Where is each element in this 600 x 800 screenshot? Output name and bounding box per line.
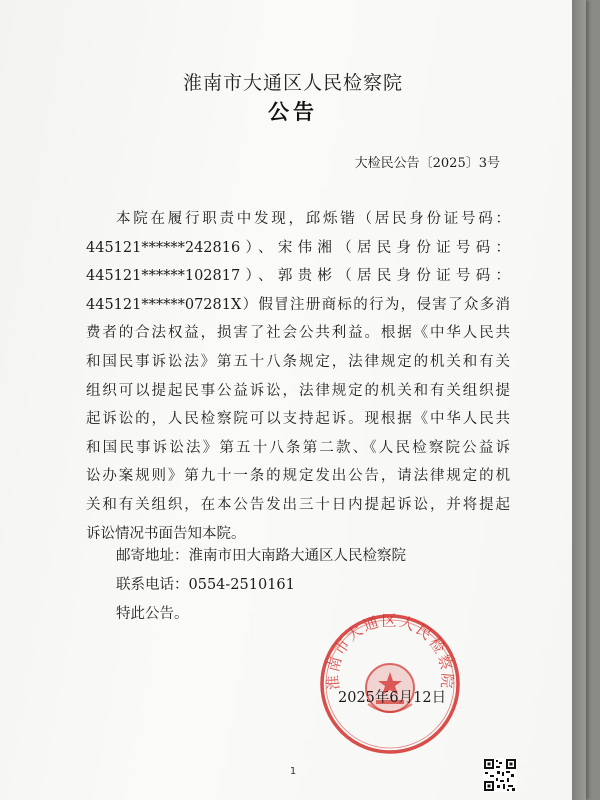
document-title: 公告 xyxy=(268,100,318,124)
body-line: 关和有关组织，在本公告发出三十日内提起诉讼，并将提起 xyxy=(86,496,510,513)
body-line: 和国民事诉讼法》第五十八条第二款、《人民检察院公益诉 xyxy=(86,439,510,456)
body-line: 起诉讼的，人民检察院可以支持起诉。现根据《中华人民共 xyxy=(86,411,510,428)
contact-phone: 联系电话：0554-2510161 xyxy=(116,577,295,593)
document-number: 大检民公告〔2025〕3号 xyxy=(354,156,500,171)
body-line: 和国民事诉讼法》第五十八条规定，法律规定的机关和有关 xyxy=(86,353,510,370)
mailing-address: 邮寄地址：淮南市田大南路大通区人民检察院 xyxy=(116,548,406,564)
body-line: 组织可以提起民事公益诉讼，法律规定的机关和有关组织提 xyxy=(86,382,510,399)
closing-statement: 特此公告。 xyxy=(116,606,189,622)
body-line: 445121******242816）、宋伟湘（居民身份证号码： xyxy=(86,239,510,256)
svg-text:淮南市大通区人民检察院: 淮南市大通区人民检察院 xyxy=(323,612,457,691)
announcement-body xyxy=(86,205,510,548)
official-seal-icon xyxy=(318,612,462,756)
issuing-organization: 淮南市大通区人民检察院 xyxy=(182,72,403,94)
body-line: 本院在履行职责中发现，邱烁锴（居民身份证号码： xyxy=(116,211,510,227)
qr-code-icon xyxy=(483,758,517,792)
body-line: 费者的合法权益，损害了社会公共利益。根据《中华人民共 xyxy=(86,325,510,342)
body-line: 讼办案规则》第九十一条的规定发出公告，请法律规定的机 xyxy=(86,468,510,485)
issue-date: 2025年6月12日 xyxy=(338,690,447,706)
body-line: 445121******102817）、郭贵彬（居民身份证号码： xyxy=(86,268,510,285)
page-edge-shadow xyxy=(572,0,586,800)
body-line: 诉讼情况书面告知本院。 xyxy=(86,525,246,542)
page-number: 1 xyxy=(289,766,297,777)
body-line: 445121******07281X）假冒注册商标的行为，侵害了众多消 xyxy=(86,296,510,313)
